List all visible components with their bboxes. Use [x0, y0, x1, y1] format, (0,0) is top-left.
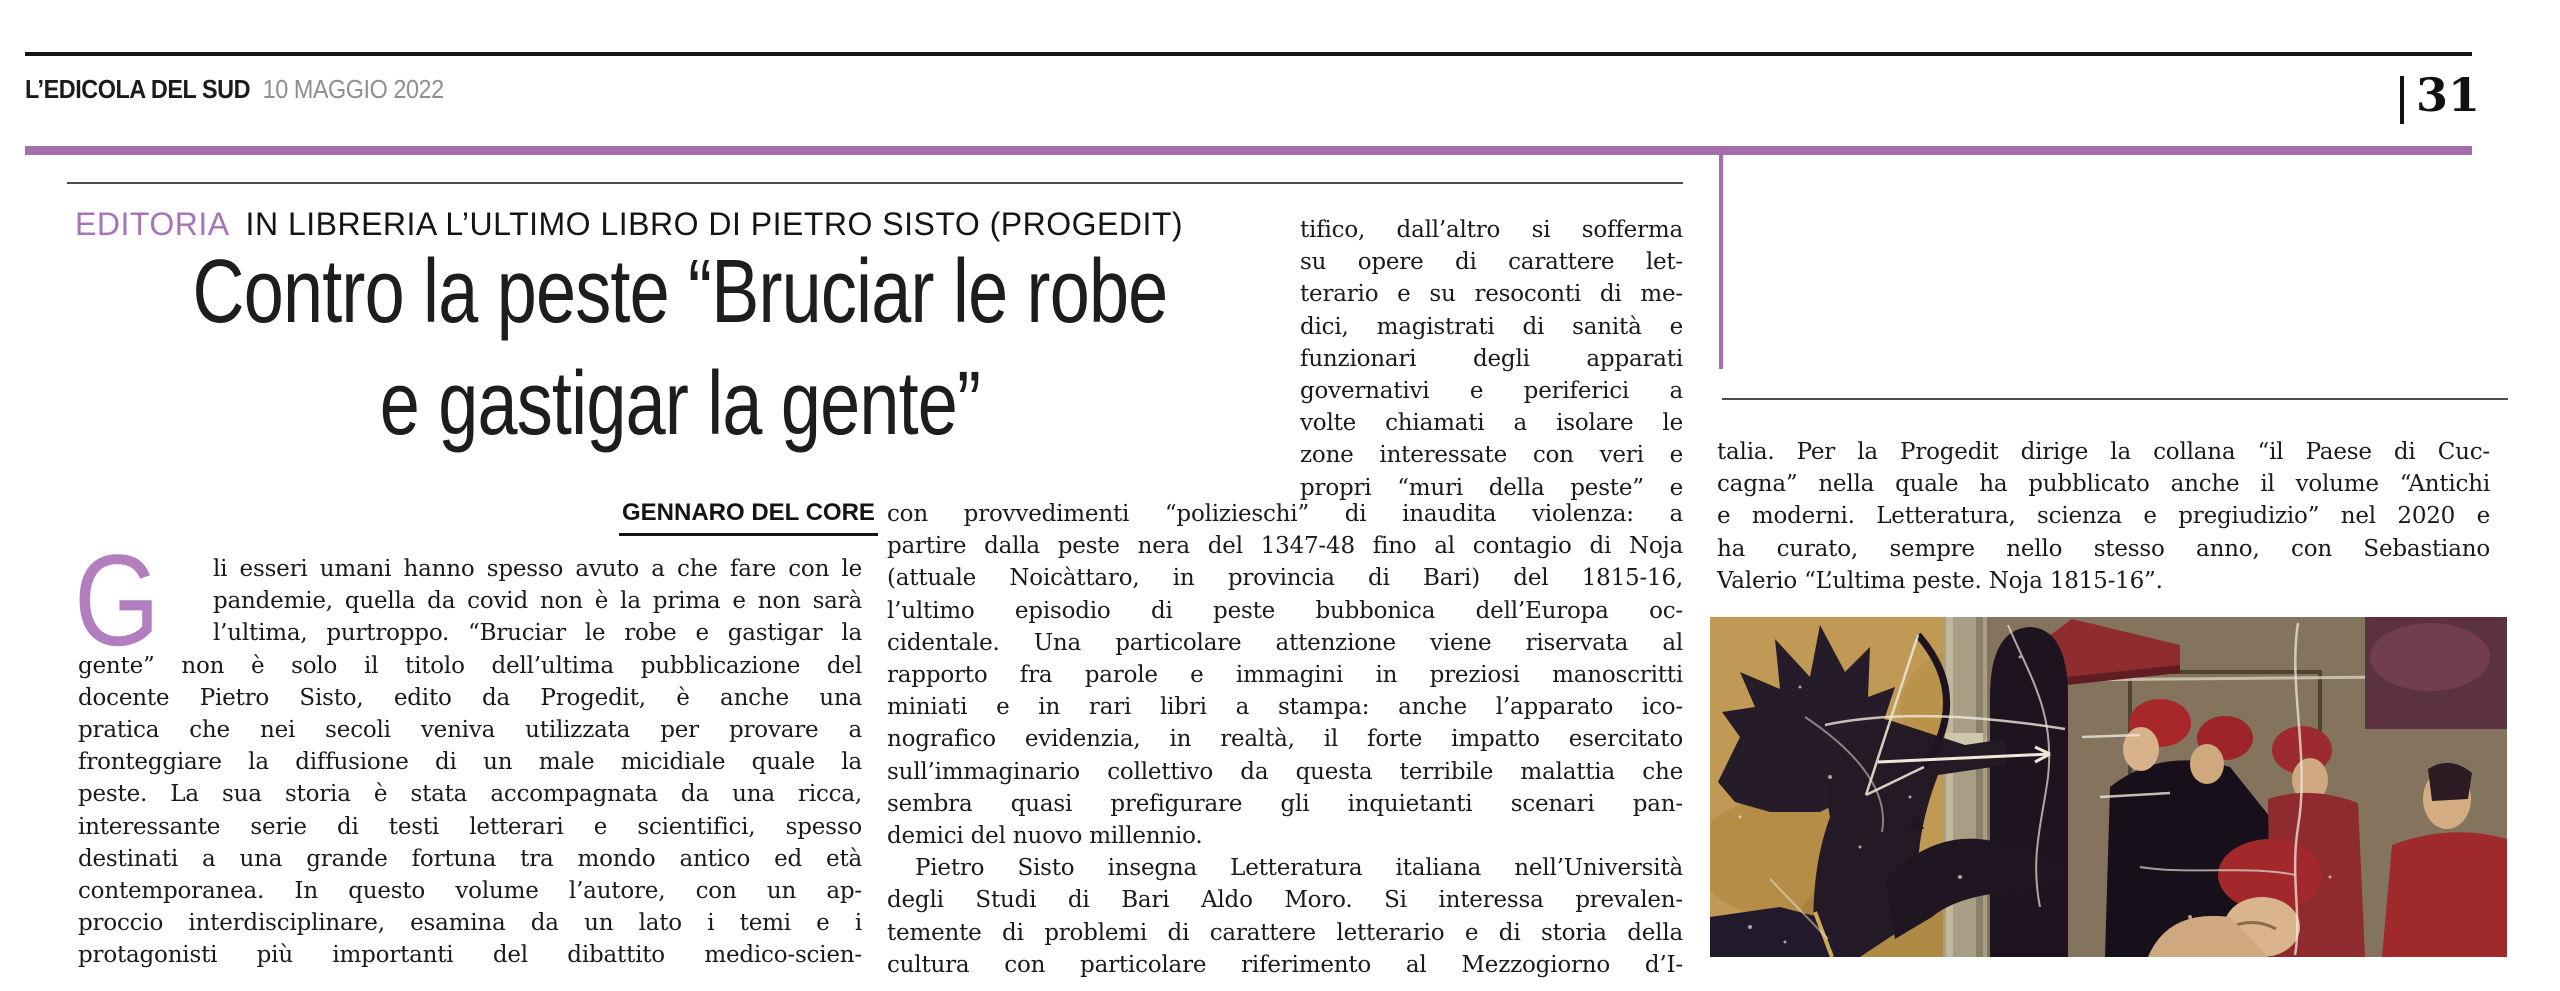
text-line: rapporto fra parole e immagini in preziosi manoscritti: [887, 662, 1683, 689]
text-line: degli Studi di Bari Aldo Moro. Si interessa prevalen-: [887, 887, 1683, 914]
text-line: cidentale. Una particolare attenzione viene riservata al: [887, 629, 1683, 656]
text-line: fronteggiare la diffusione di un male micidiale quale la: [78, 749, 862, 776]
vertical-accent-rule: [1719, 155, 1723, 369]
text-line: talia. Per la Progedit dirige la collana “il Paese di Cuc-: [1717, 439, 2490, 465]
headline-line-2: e gastigar la gente”: [379, 354, 981, 454]
text-line: terario e su resoconti di me-: [1300, 281, 1683, 308]
text-line: volte chiamati a isolare le: [1300, 410, 1683, 437]
page-header: [25, 74, 490, 105]
text-line: li esseri umani hanno spesso avuto a che fare con le: [213, 556, 862, 582]
right-column-rule: [1722, 398, 2508, 400]
text-line: Valerio “L’ultima peste. Noja 1815-16”.: [1717, 567, 2163, 594]
text-line: zone interessate con veri e: [1300, 442, 1683, 469]
headline: [55, 236, 1305, 460]
text-line: tifico, dall’altro si sofferma: [1300, 217, 1683, 243]
text-line: demici del nuovo millennio.: [887, 823, 1203, 850]
text-line: pandemie, quella da covid non è la prima e non sarà: [213, 588, 862, 615]
text-line: cagna” nella quale ha pubblicato anche il volume “Antichi: [1717, 471, 2490, 498]
text-line: l’ultimo episodio di peste bubbonica dell’Europa oc-: [887, 597, 1683, 624]
text-line: funzionari degli apparati: [1300, 345, 1683, 372]
text-line: nografico evidenzia, in realtà, il forte impatto esercitato: [887, 726, 1683, 753]
page-number: 31: [2416, 68, 2481, 122]
text-line: miniati e in rari libri a stampa: anche l’apparato ico-: [887, 694, 1683, 721]
section-accent-bar: [25, 146, 2472, 155]
text-line: sembra quasi prefigurare gli inquietanti scenari pan-: [887, 790, 1683, 817]
text-line: l’ultima, purtroppo. “Bruciar le robe e gastigar la: [213, 620, 862, 647]
article-top-rule: [67, 182, 1683, 184]
text-line: su opere di carattere let-: [1300, 249, 1683, 276]
page-number-divider: [2400, 76, 2404, 124]
text-line: interessante serie di testi letterari e scientifici, spesso: [78, 813, 862, 840]
body-column-right: [887, 498, 1683, 981]
text-line: destinati a una grande fortuna tra mondo antico ed età: [78, 845, 862, 872]
text-line: e moderni. Letteratura, scienza e pregiudizio” nel 2020 e: [1717, 503, 2490, 530]
kicker-category: EDITORIA: [75, 206, 230, 242]
text-line: partire dalla peste nera del 1347-48 fino al contagio di Noja: [887, 533, 1683, 560]
text-line: dici, magistrati di sanità e: [1300, 313, 1683, 340]
text-line: docente Pietro Sisto, edito da Progedit, è anche una: [78, 684, 862, 711]
text-line: gente” non è solo il titolo dell’ultima pubblicazione del: [78, 652, 862, 679]
masthead-title: L’EDICOLA DEL SUD: [25, 74, 251, 104]
text-line: Pietro Sisto insegna Letteratura italiana nell’Università: [915, 855, 1683, 882]
text-line: temente di problemi di carattere letterario e di storia della: [887, 919, 1683, 946]
text-line: peste. La sua storia è stata accompagnata da una ricca,: [78, 781, 862, 808]
text-line: con provvedimenti “polizieschi” di inaudita violenza: a: [887, 501, 1683, 527]
text-line: proccio interdisciplinare, esamina da un lato i temi e i: [78, 910, 862, 937]
body-column-right-top: [1300, 214, 1683, 504]
body-column-left: [78, 553, 862, 972]
text-line: (attuale Noicàttaro, in provincia di Bari) del 1815-16,: [887, 565, 1683, 592]
article-photo-plague-fresco: [1710, 617, 2507, 957]
text-line: contemporanea. In questo volume l’autore, con un ap-: [78, 878, 862, 905]
text-line: propri “muri della peste” e: [1300, 474, 1683, 501]
header-top-rule: [25, 52, 2472, 56]
sidebar-column-text: [1717, 436, 2490, 597]
text-line: ha curato, sempre nello stesso anno, con Sebastiano: [1717, 535, 2490, 562]
drop-cap: G: [74, 527, 160, 673]
edition-date: 10 MAGGIO 2022: [262, 74, 444, 104]
kicker-text: IN LIBRERIA L’ULTIMO LIBRO DI PIETRO SISTO (PROGEDIT): [245, 206, 1184, 242]
text-line: governativi e periferici a: [1300, 378, 1683, 405]
text-line: cultura con particolare riferimento al Mezzogiorno d’I-: [887, 951, 1683, 978]
text-line: pratica che nei secoli veniva utilizzata per provare a: [78, 717, 862, 744]
headline-line-1: Contro la peste “Bruciar le robe: [192, 242, 1168, 342]
byline: GENNARO DEL CORE: [619, 499, 878, 536]
text-line: protagonisti più importanti del dibattito medico-scien-: [78, 942, 862, 969]
text-line: sull’immaginario collettivo da questa terribile malattia che: [887, 758, 1683, 785]
